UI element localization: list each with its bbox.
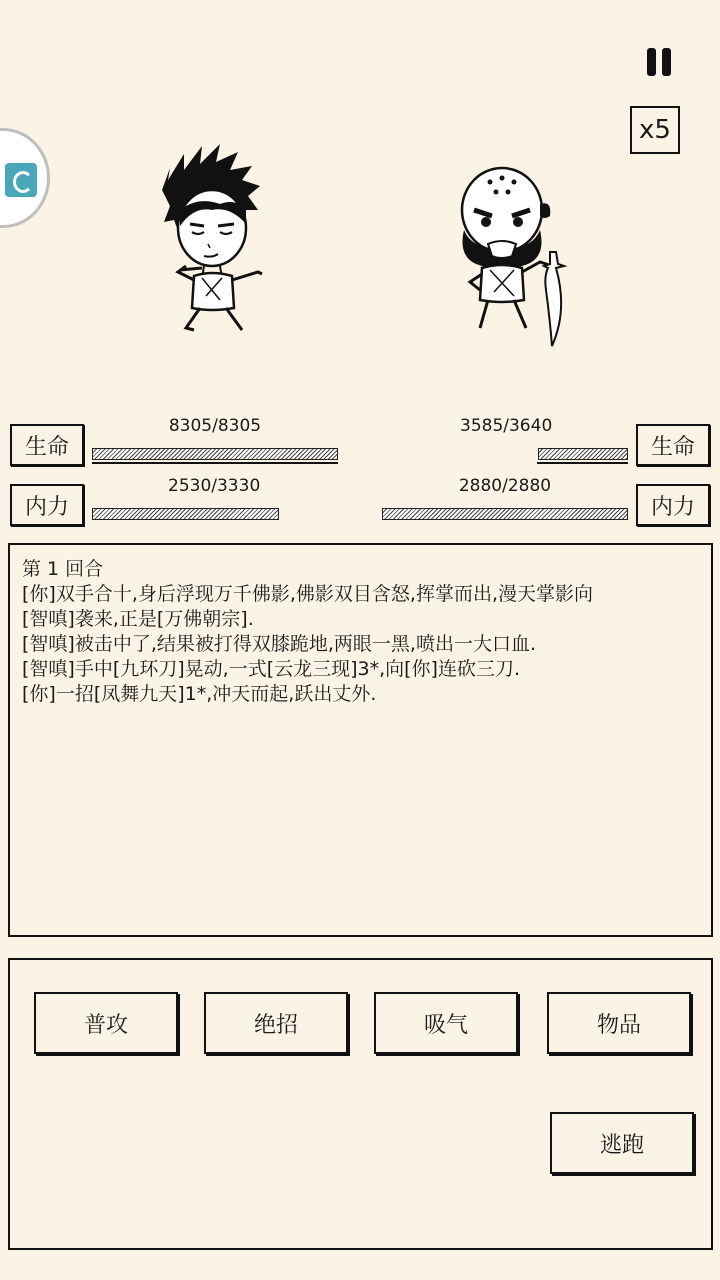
player-mp-label: 内力 — [10, 484, 84, 526]
player-hp-label: 生命 — [10, 424, 84, 466]
app-icon — [5, 163, 37, 197]
enemy-mp-label: 内力 — [636, 484, 710, 526]
player-hp-value: 8305/8305 — [168, 416, 262, 436]
enemy-mp-bar — [382, 476, 628, 524]
log-line: [你]双手合十,身后浮现万千佛影,佛影双目含怒,挥掌而出,漫天掌影向 — [22, 583, 593, 605]
player-hp-bar — [92, 416, 338, 464]
pause-button[interactable] — [644, 46, 676, 78]
side-menu-badge[interactable] — [0, 128, 50, 228]
speed-toggle-button[interactable]: x5 — [630, 106, 680, 154]
enemy-hp-value: 3585/3640 — [460, 416, 553, 436]
player-mp-value: 2530/3330 — [168, 476, 261, 496]
player-mp-bar — [92, 476, 338, 524]
log-line: 第 1 回合 — [22, 558, 104, 580]
player-mp-fill — [92, 508, 279, 520]
enemy-character — [440, 160, 580, 360]
battle-log — [8, 543, 713, 937]
log-line: [你]一招[凤舞九天]1*,冲天而起,跃出丈外. — [22, 683, 377, 705]
items-button[interactable]: 物品 — [547, 992, 691, 1054]
enemy-mp-fill — [382, 508, 628, 520]
enemy-hp-fill — [538, 448, 628, 460]
attack-button[interactable]: 普攻 — [34, 992, 178, 1054]
log-line: [智嗔]被击中了,结果被打得双膝跪地,两眼一黑,喷出一大口血. — [22, 633, 536, 655]
enemy-mp-value: 2880/2880 — [458, 476, 552, 496]
action-panel — [8, 958, 713, 1250]
flee-button[interactable]: 逃跑 — [550, 1112, 694, 1174]
log-line: [智嗔]袭来,正是[万佛朝宗]. — [22, 608, 254, 630]
log-line: [智嗔]手中[九环刀]晃动,一式[云龙三现]3*,向[你]连砍三刀. — [22, 658, 521, 680]
player-character — [150, 140, 280, 340]
enemy-hp-bar — [382, 416, 628, 464]
ultimate-button[interactable]: 绝招 — [204, 992, 348, 1054]
enemy-hp-label: 生命 — [636, 424, 710, 466]
player-hp-fill — [92, 448, 338, 460]
breathe-button[interactable]: 吸气 — [374, 992, 518, 1054]
pause-icon — [647, 48, 656, 76]
